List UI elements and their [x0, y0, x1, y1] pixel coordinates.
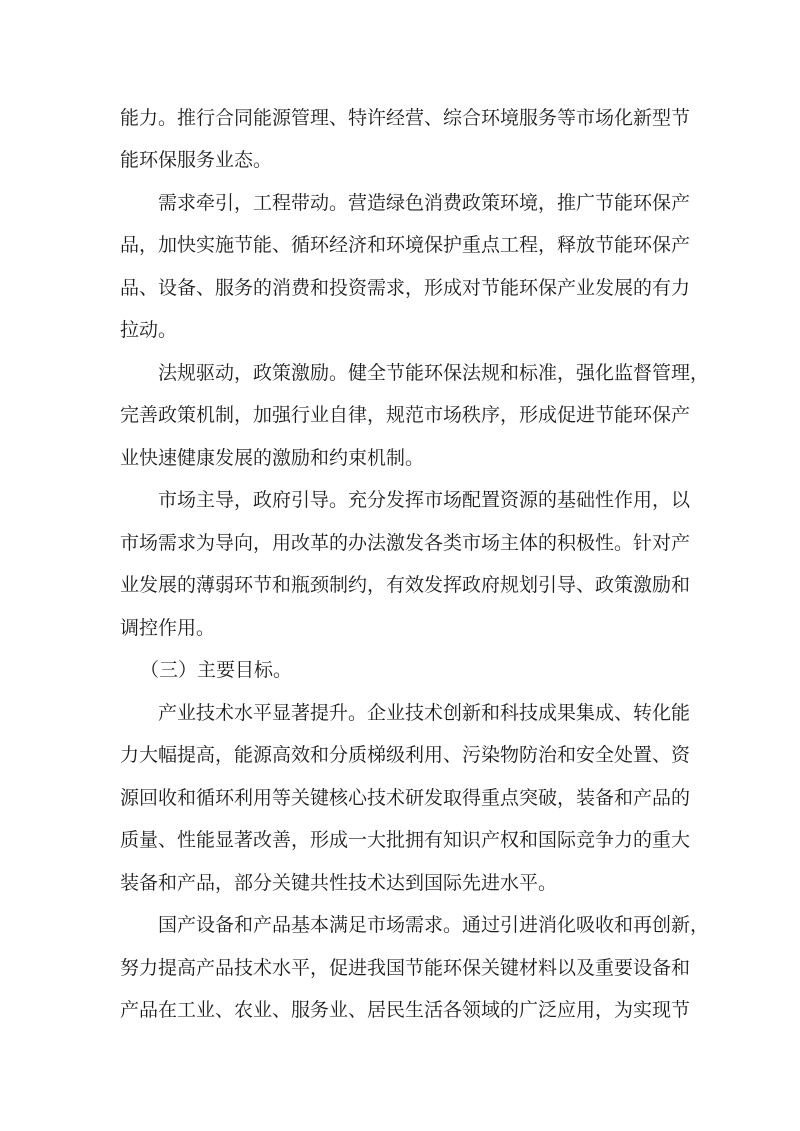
paragraph-line: 业发展的薄弱环节和瓶颈制约，有效发挥政府规划引导、政策激励和	[120, 574, 691, 596]
paragraph-line: 市场主导，政府引导。充分发挥市场配置资源的基础性作用，以	[158, 489, 691, 511]
paragraph-line: 完善政策机制，加强行业自律，规范市场秩序，形成促进节能环保产	[120, 404, 691, 426]
paragraph-line: 努力提高产品技术水平，促进我国节能环保关键材料以及重要设备和	[120, 957, 691, 979]
paragraph-line: 能力。推行合同能源管理、特许经营、综合环境服务等市场化新型节	[120, 107, 691, 129]
paragraph-line: 业快速健康发展的激励和约束机制。	[120, 447, 425, 469]
paragraph-line: 法规驱动，政策激励。健全节能环保法规和标准，强化监督管理，	[158, 362, 710, 384]
paragraph-line: 调控作用。	[120, 617, 216, 639]
paragraph-line: 市场需求为导向，用改革的办法激发各类市场主体的积极性。针对产	[120, 532, 691, 554]
paragraph-line: 拉动。	[120, 319, 178, 341]
paragraph-line: 品，加快实施节能、循环经济和环境保护重点工程，释放节能环保产	[120, 234, 691, 256]
paragraph-line: 质量、性能显著改善，形成一大批拥有知识产权和国际竞争力的重大	[120, 829, 691, 851]
paragraph-line: 能环保服务业态。	[120, 149, 273, 171]
paragraph-line: 力大幅提高，能源高效和分质梯级利用、污染物防治和安全处置、资	[120, 744, 691, 766]
paragraph-line: 需求牵引，工程带动。营造绿色消费政策环境，推广节能环保产	[158, 192, 691, 214]
paragraph-line: 产业技术水平显著提升。企业技术创新和科技成果集成、转化能	[158, 702, 691, 724]
paragraph-line: 国产设备和产品基本满足市场需求。通过引进消化吸收和再创新，	[158, 914, 710, 936]
paragraph-line: 品、设备、服务的消费和投资需求，形成对节能环保产业发展的有力	[120, 277, 691, 299]
paragraph-line: 源回收和循环利用等关键核心技术研发取得重点突破，装备和产品的	[120, 787, 691, 809]
paragraph-line: 产品在工业、农业、服务业、居民生活各领域的广泛应用，为实现节	[120, 999, 691, 1021]
paragraph-line: 装备和产品，部分关键共性技术达到国际先进水平。	[120, 872, 558, 894]
section-heading: （三）主要目标。	[140, 659, 293, 681]
